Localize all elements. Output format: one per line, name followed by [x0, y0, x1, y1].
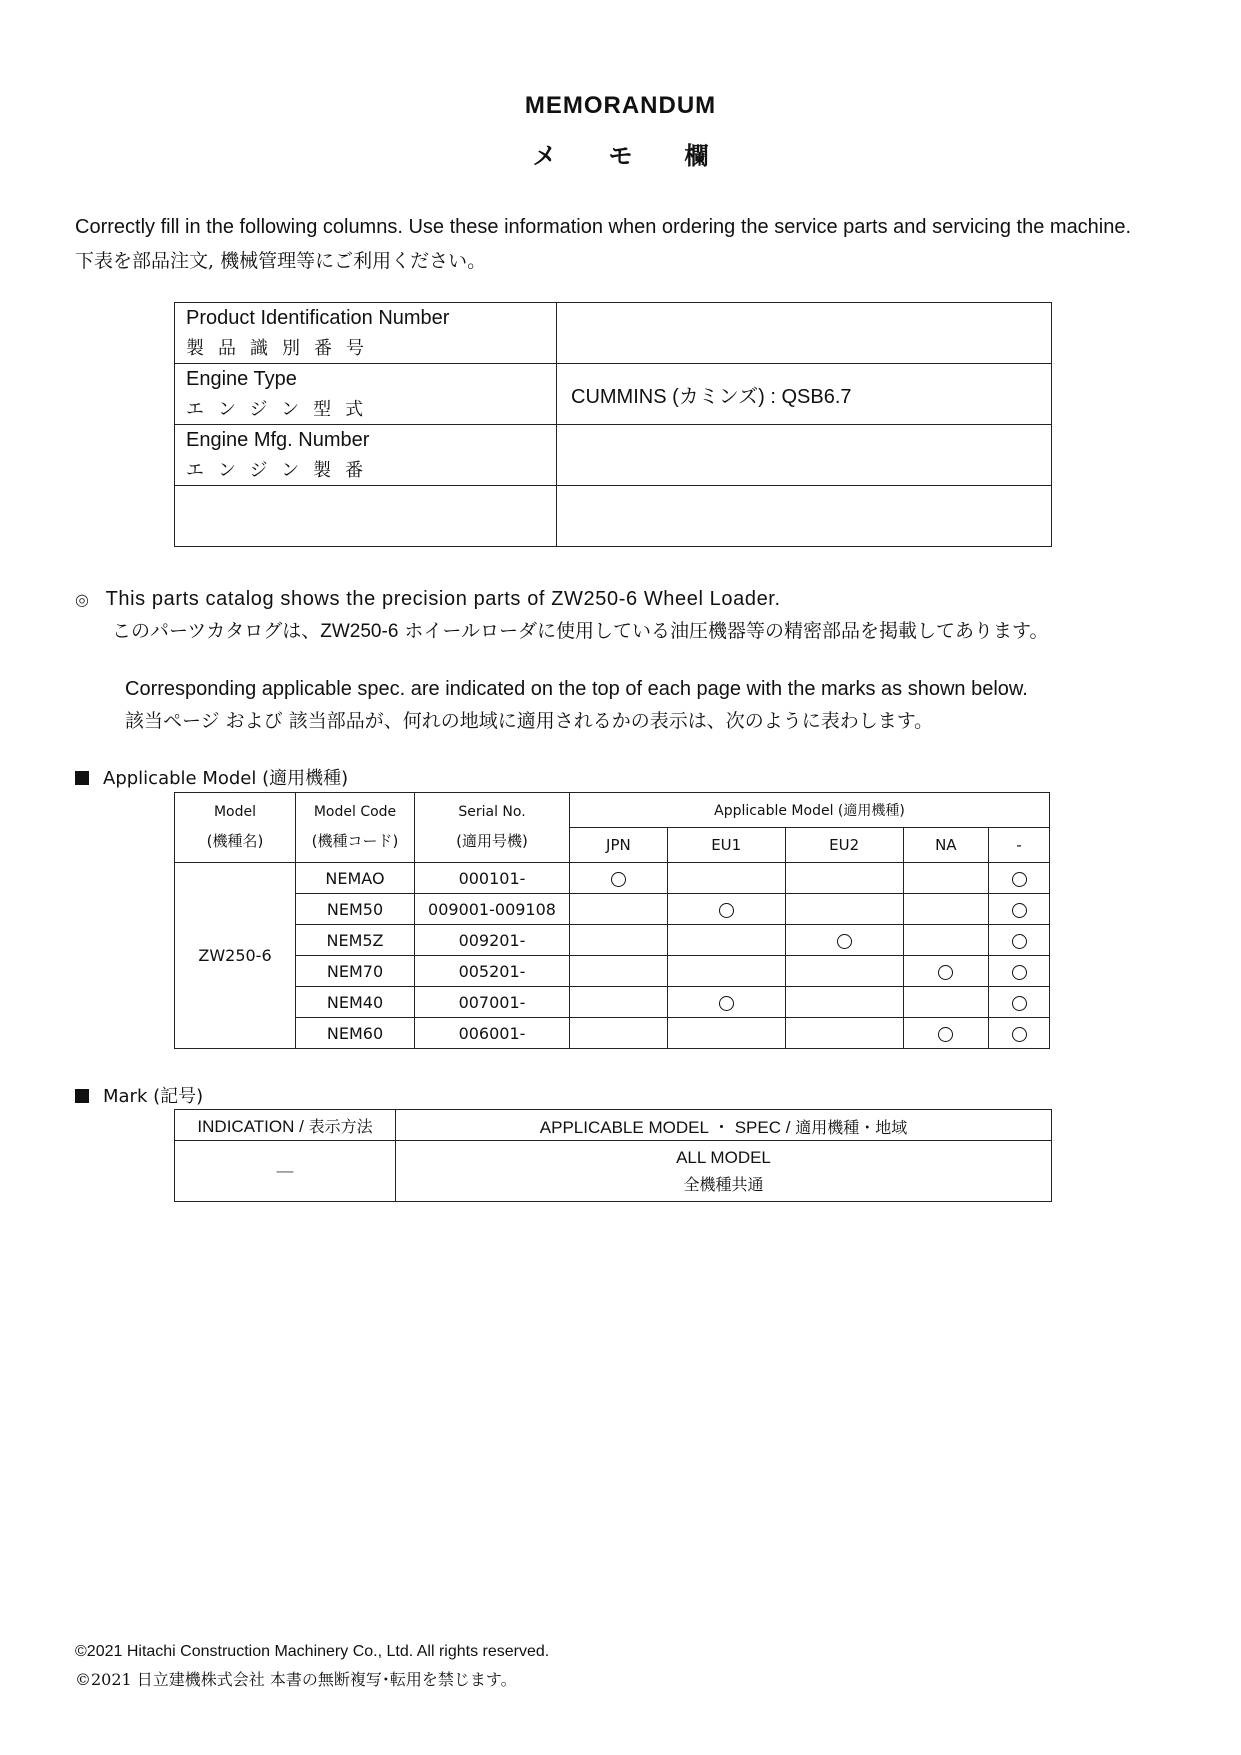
- circle-mark-icon: [611, 872, 626, 887]
- indication-cell: —: [175, 1141, 396, 1202]
- model-code-cell: NEM50: [296, 894, 415, 925]
- table-row: [175, 425, 1052, 486]
- applicability-cell: [570, 894, 668, 925]
- applicability-cell: [667, 1018, 785, 1049]
- applicable-model-heading: Applicable Model (適用機種): [75, 764, 348, 790]
- applicable-spec-header: APPLICABLE MODEL ・ SPEC / 適用機種・地域: [396, 1110, 1052, 1141]
- applicability-cell: [989, 956, 1050, 987]
- product-id-value[interactable]: [557, 303, 1052, 364]
- engine-mfg-value[interactable]: [557, 425, 1052, 486]
- circle-mark-icon: [938, 965, 953, 980]
- model-code-header: Model Code (機種コード): [296, 793, 415, 863]
- model-code-cell: NEM5Z: [296, 925, 415, 956]
- all-model-cell: ALL MODEL 全機種共通: [396, 1141, 1052, 1202]
- region-header: NA: [903, 828, 989, 863]
- applicability-cell: [667, 894, 785, 925]
- model-code-cell: NEM60: [296, 1018, 415, 1049]
- serial-cell: 009201-: [415, 925, 570, 956]
- circle-mark-icon: [938, 1027, 953, 1042]
- intro-text: Correctly fill in the following columns. Use these information when ordering the service parts and servicing the machine.: [75, 216, 1132, 238]
- indication-header: INDICATION / 表示方法: [175, 1110, 396, 1141]
- model-code-cell: NEM40: [296, 987, 415, 1018]
- serial-cell: 000101-: [415, 863, 570, 894]
- page-title-japanese: メ モ 欄: [532, 143, 709, 170]
- double-circle-icon: ◎: [75, 590, 90, 609]
- mark-heading: Mark (記号): [75, 1082, 203, 1108]
- table-row: [175, 863, 1050, 894]
- engine-mfg-label: Engine Mfg. Number エンジン製番: [175, 425, 557, 486]
- circle-mark-icon: [719, 903, 734, 918]
- applicability-cell: [570, 863, 668, 894]
- page-title: MEMORANDUM: [524, 92, 717, 119]
- applicability-cell: [989, 1018, 1050, 1049]
- circle-mark-icon: [1012, 1027, 1027, 1042]
- blank-label: [175, 486, 557, 547]
- region-header: -: [989, 828, 1050, 863]
- model-code-cell: NEM70: [296, 956, 415, 987]
- mark-table: [174, 1109, 1052, 1202]
- applicability-cell: [570, 956, 668, 987]
- product-id-label: Product Identification Number 製品識別番号: [175, 303, 557, 364]
- serial-cell: 005201-: [415, 956, 570, 987]
- applicability-cell: [785, 894, 903, 925]
- applicability-cell: [989, 863, 1050, 894]
- applicability-cell: [989, 894, 1050, 925]
- identification-table: [174, 302, 1052, 547]
- table-row: [175, 925, 1050, 956]
- applicability-cell: [785, 956, 903, 987]
- region-header: EU2: [785, 828, 903, 863]
- model-name-cell: ZW250-6: [175, 863, 296, 1049]
- engine-type-value[interactable]: CUMMINS (カミンズ) : QSB6.7: [557, 364, 1052, 425]
- square-bullet-icon: [75, 771, 89, 785]
- applicability-cell: [667, 956, 785, 987]
- spec-note: Corresponding applicable spec. are indicated on the top of each page with the marks as shown below.: [125, 678, 1028, 700]
- serial-header: Serial No. (適用号機): [415, 793, 570, 863]
- applicability-cell: [570, 925, 668, 956]
- circle-mark-icon: [719, 996, 734, 1011]
- model-code-cell: NEMAO: [296, 863, 415, 894]
- applicability-cell: [903, 863, 989, 894]
- table-row: [175, 1110, 1052, 1141]
- table-row: [175, 364, 1052, 425]
- spec-note-japanese: 該当ページ および 該当部品が、何れの地域に適用されるかの表示は、次のように表わします。: [125, 710, 934, 732]
- catalog-note: ◎ This parts catalog shows the precision parts of ZW250-6 Wheel Loader.: [75, 588, 781, 610]
- applicability-cell: [785, 863, 903, 894]
- model-header: Model (機種名): [175, 793, 296, 863]
- table-row: [175, 1018, 1050, 1049]
- applicability-cell: [903, 956, 989, 987]
- serial-cell: 007001-: [415, 987, 570, 1018]
- table-row: [175, 956, 1050, 987]
- blank-value[interactable]: [557, 486, 1052, 547]
- applicable-header: Applicable Model (適用機種): [570, 793, 1050, 828]
- table-row: [175, 303, 1052, 364]
- region-header: JPN: [570, 828, 668, 863]
- copyright-text-japanese: ©2021 日立建機株式会社 本書の無断複写･転用を禁じます。: [75, 1670, 517, 1689]
- applicability-cell: [903, 987, 989, 1018]
- applicability-cell: [570, 1018, 668, 1049]
- applicability-cell: [785, 987, 903, 1018]
- applicability-cell: [785, 925, 903, 956]
- applicability-cell: [667, 987, 785, 1018]
- applicable-model-table: [174, 792, 1050, 1049]
- applicability-cell: [989, 925, 1050, 956]
- serial-cell: 006001-: [415, 1018, 570, 1049]
- applicability-cell: [667, 925, 785, 956]
- square-bullet-icon: [75, 1089, 89, 1103]
- region-header: EU1: [667, 828, 785, 863]
- applicability-cell: [667, 863, 785, 894]
- applicability-cell: [785, 1018, 903, 1049]
- circle-mark-icon: [1012, 934, 1027, 949]
- circle-mark-icon: [1012, 872, 1027, 887]
- circle-mark-icon: [1012, 965, 1027, 980]
- table-row: [175, 1141, 1052, 1202]
- applicability-cell: [570, 987, 668, 1018]
- intro-text-japanese: 下表を部品注文, 機械管理等にご利用ください。: [75, 250, 487, 272]
- applicability-cell: [989, 987, 1050, 1018]
- circle-mark-icon: [1012, 903, 1027, 918]
- table-row: [175, 894, 1050, 925]
- table-row: [175, 486, 1052, 547]
- copyright-text: ©2021 Hitachi Construction Machinery Co., Ltd. All rights reserved.: [75, 1643, 550, 1660]
- applicability-cell: [903, 925, 989, 956]
- circle-mark-icon: [837, 934, 852, 949]
- circle-mark-icon: [1012, 996, 1027, 1011]
- table-row: [175, 987, 1050, 1018]
- applicability-cell: [903, 894, 989, 925]
- applicability-cell: [903, 1018, 989, 1049]
- catalog-note-japanese: このパーツカタログは、ZW250-6 ホイールローダに使用している油圧機器等の精密部品を掲載してあります。: [112, 620, 1049, 642]
- serial-cell: 009001-009108: [415, 894, 570, 925]
- engine-type-label: Engine Type エンジン型式: [175, 364, 557, 425]
